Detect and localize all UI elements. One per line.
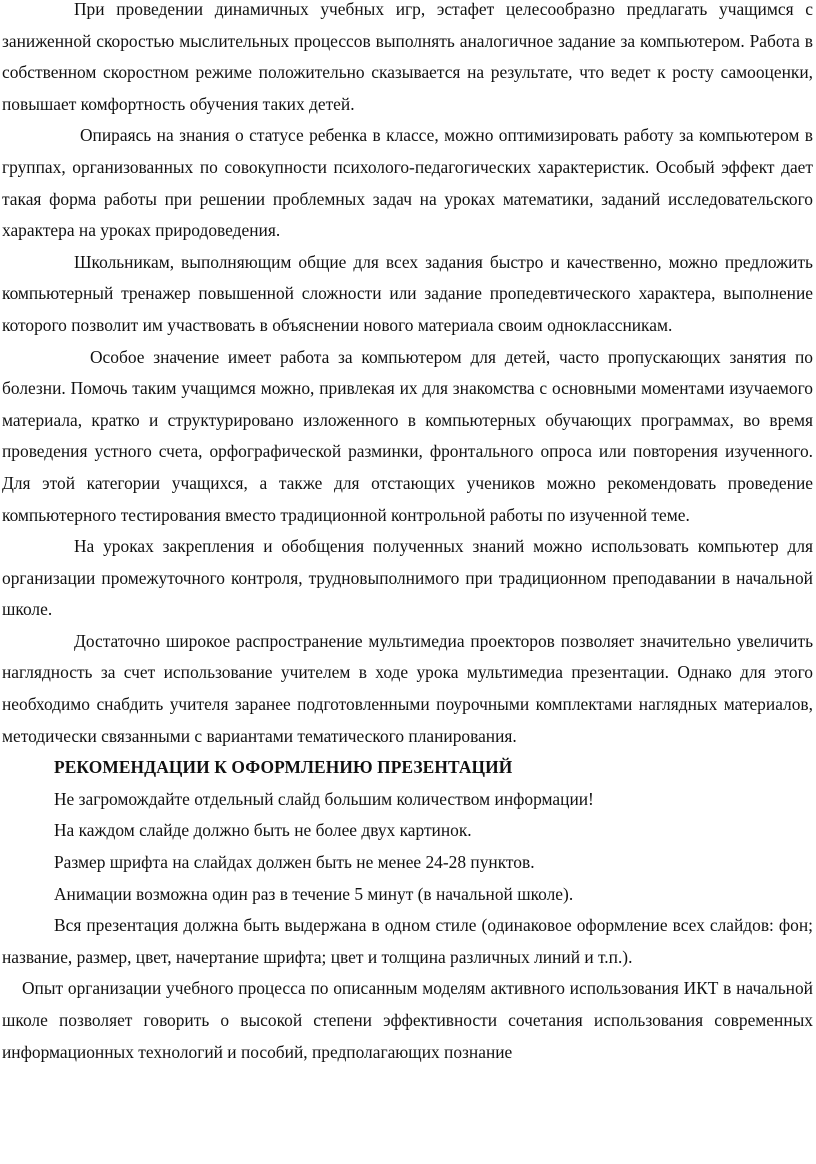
recommendation-item: Размер шрифта на слайдах должен быть не менее 24-28 пунктов.: [54, 852, 535, 873]
style-paragraph: Вся презентация должна быть выдержана в одном стиле (одинаковое оформление всех слайдов: фон; название, размер, цвет, начертание шрифта; цвет и толщина различных линий и т.п.).: [2, 915, 813, 967]
section-heading: РЕКОМЕНДАЦИИ К ОФОРМЛЕНИЮ ПРЕЗЕНТАЦИЙ: [54, 757, 513, 778]
final-paragraph: Опыт организации учебного процесса по описанным моделям активного использования ИКТ в начальной школе позволяет говорить о высокой степени эффективности сочетания использования современных информационных технологий и пособий, предполагающих познание: [2, 978, 813, 1062]
paragraph-2: Опираясь на знания о статусе ребенка в классе, можно оптимизировать работу за компьютером в группах, организованных по совокупности психолого-педагогических характеристик. Особый эффект дает такая форма работы при решении проблемных задач на уроках математики, заданий исследовательского характера на уроках природоведения.: [2, 125, 813, 241]
paragraph-5: На уроках закрепления и обобщения полученных знаний можно использовать компьютер для организации промежуточного контроля, трудновыполнимого при традиционном преподавании в начальной школе.: [2, 536, 813, 620]
recommendation-item: На каждом слайде должно быть не более двух картинок.: [54, 820, 472, 841]
recommendation-item: Не загромождайте отдельный слайд большим количеством информации!: [54, 788, 594, 809]
recommendation-item: Анимации возможна один раз в течение 5 минут (в начальной школе).: [54, 883, 574, 904]
paragraph-1: При проведении динамичных учебных игр, эстафет целесообразно предлагать учащимся с заниженной скоростью мыслительных процессов выполнять аналогичное задание за компьютером. Работа в собственном скоростном режиме положительно сказывается на результате, что ведет к росту самооценки, повышает комфортность обучения таких детей.: [2, 0, 813, 114]
paragraph-4: Особое значение имеет работа за компьютером для детей, часто пропускающих занятия по болезни. Помочь таким учащимся можно, привлекая их для знакомства с основными моментами изучаемого материала, кратко и структурировано изложенного в компьютерных обучающих программах, во время проведения устного счета, орфографической разминки, фронтального опроса или повторения изученного. Для этой категории учащихся, а также для отстающих учеников можно рекомендовать проведение компьютерного тестирования вместо традиционной контрольной работы по изученной теме.: [2, 346, 813, 525]
paragraph-3: Школьникам, выполняющим общие для всех задания быстро и качественно, можно предложить компьютерный тренажер повышенной сложности или задание пропедевтического характера, выполнение которого позволит им участвовать в объяснении нового материала своим одноклассникам.: [2, 251, 813, 335]
paragraph-6: Достаточно широкое распространение мультимедиа проекторов позволяет значительно увеличить наглядность за счет использование учителем в ходе урока мультимедиа презентации. Однако для этого необходимо снабдить учителя заранее подготовленными поурочными комплектами наглядных материалов, методически связанными с вариантами тематического планирования.: [2, 630, 813, 746]
